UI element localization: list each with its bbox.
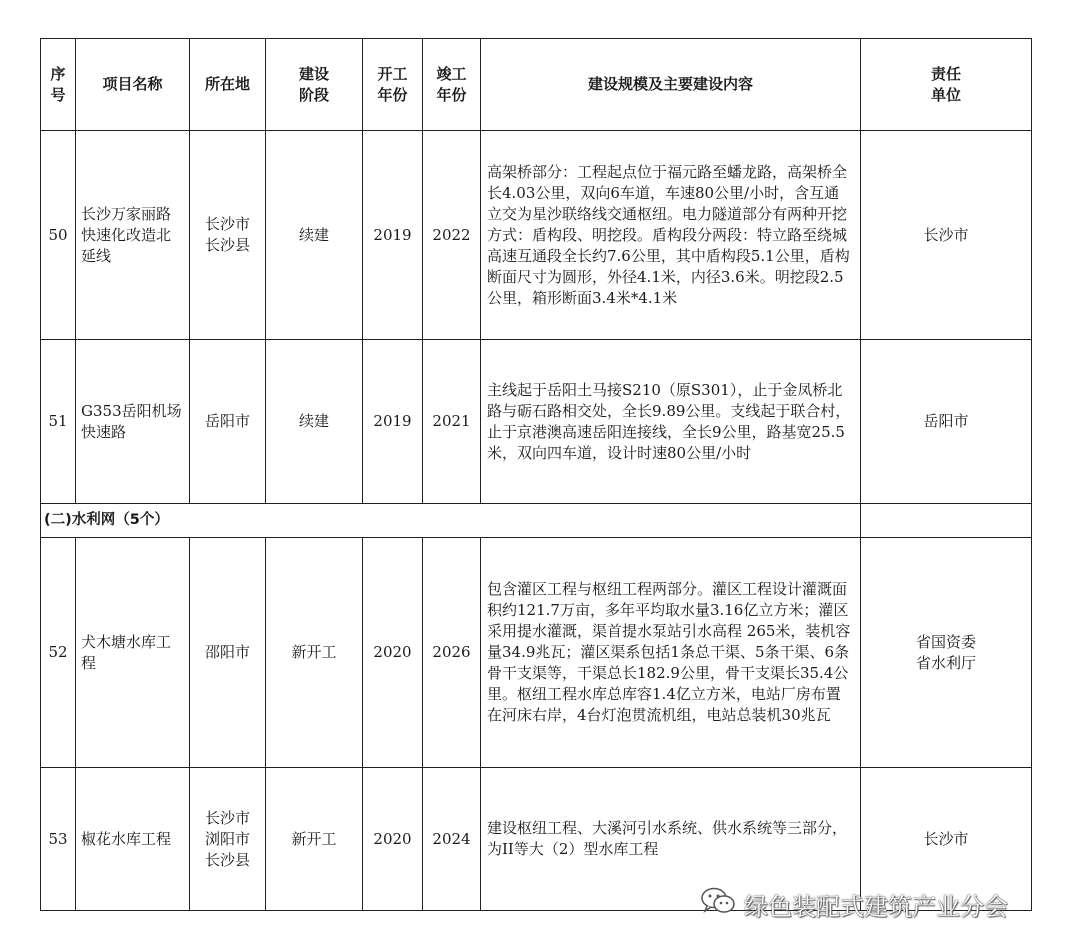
row-location: 长沙市 长沙县 [190,131,266,340]
row-end-year: 2022 [423,131,481,340]
header-unit: 责任 单位 [861,39,1032,131]
row-unit: 省国资委 省水利厅 [861,538,1032,768]
table-row [41,768,1032,911]
row-location: 邵阳市 [190,538,266,768]
row-content: 高架桥部分：工程起点位于福元路至蟠龙路，高架桥全长4.03公里，双向6车道，车速80公里/小时，含互通立交为星沙联络线交通枢纽。电力隧道部分有两种开挖方式：盾构段、明挖段。盾构段分两段：特立路至绕城高速互通段全长约7.6公里，其中盾构段5.1公里，盾构断面尺寸为圆形，外径4.1米，内径3.6米。明挖段2.5公里，箱形断面3.4米*4.1米 [481,131,861,340]
header-row [41,39,1032,131]
row-name: G353岳阳机场快速路 [76,340,190,504]
row-unit: 长沙市 [861,768,1032,911]
row-stage: 续建 [266,131,363,340]
table-row [41,131,1032,340]
row-start-year: 2020 [363,538,423,768]
header-location: 所在地 [190,39,266,131]
row-no: 51 [41,340,76,504]
row-stage: 续建 [266,340,363,504]
row-end-year: 2024 [423,768,481,911]
row-start-year: 2019 [363,340,423,504]
section-empty-cell [861,504,1032,538]
header-start-year: 开工 年份 [363,39,423,131]
row-name: 长沙万家丽路快速化改造北延线 [76,131,190,340]
header-no: 序 号 [41,39,76,131]
table-row [41,340,1032,504]
row-start-year: 2019 [363,131,423,340]
row-no: 50 [41,131,76,340]
header-stage: 建设 阶段 [266,39,363,131]
row-stage: 新开工 [266,538,363,768]
row-content: 建设枢纽工程、大溪河引水系统、供水系统等三部分，为II等大（2）型水库工程 [481,768,861,911]
section-title: (二)水利网（5个） [41,504,861,538]
row-content: 包含灌区工程与枢纽工程两部分。灌区工程设计灌溉面积约121.7万亩，多年平均取水量3.16亿立方米；灌区采用提水灌溉，渠首提水泵站引水高程 265米，装机容量34.9兆瓦；灌区渠系包括1条总干渠、5条干渠、6条骨干支渠等，干渠总长182.9公里，骨干支渠长35.4公里。枢纽工程水库总库容1.4亿立方米，电站厂房布置在河床右岸，4台灯泡贯流机组，电站总装机30兆瓦 [481,538,861,768]
project-table [40,38,1032,911]
row-name: 椒花水库工程 [76,768,190,911]
row-end-year: 2026 [423,538,481,768]
row-end-year: 2021 [423,340,481,504]
header-end-year: 竣工 年份 [423,39,481,131]
row-unit: 岳阳市 [861,340,1032,504]
row-start-year: 2020 [363,768,423,911]
row-content: 主线起于岳阳土马接S210（原S301），止于金凤桥北路与砺石路相交处，全长9.89公里。支线起于联合村，止于京港澳高速岳阳连接线，全长9公里，路基宽25.5米，双向四车道，设计时速80公里/小时 [481,340,861,504]
header-name: 项目名称 [76,39,190,131]
table-row [41,538,1032,768]
row-no: 52 [41,538,76,768]
row-no: 53 [41,768,76,911]
row-unit: 长沙市 [861,131,1032,340]
row-name: 犬木塘水库工程 [76,538,190,768]
row-stage: 新开工 [266,768,363,911]
section-row [41,504,1032,538]
row-location: 长沙市 浏阳市 长沙县 [190,768,266,911]
header-content: 建设规模及主要建设内容 [481,39,861,131]
row-location: 岳阳市 [190,340,266,504]
watermark-text: 绿色装配式建筑产业分会 [744,892,1008,921]
